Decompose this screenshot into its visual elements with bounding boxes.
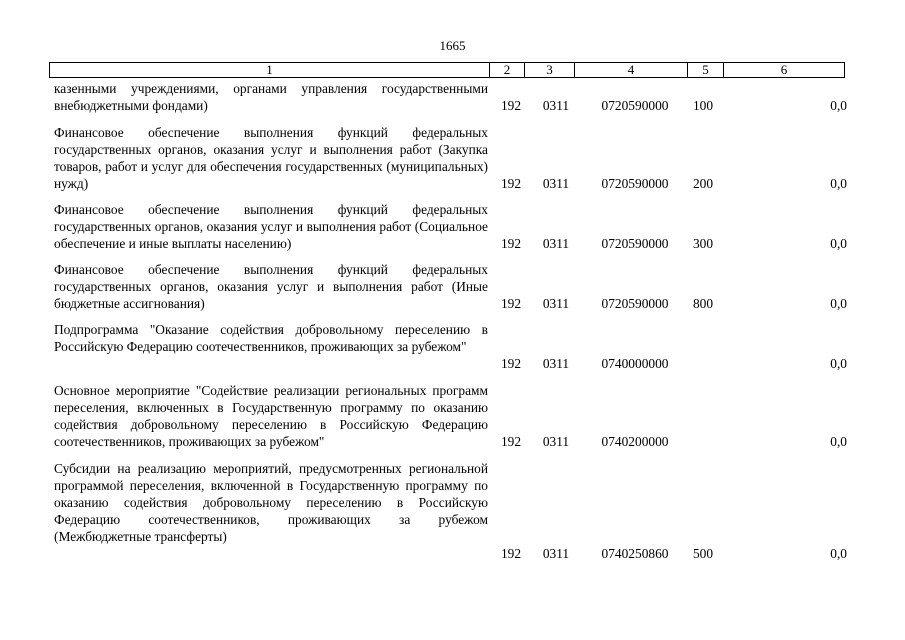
row-sum: 0,0 [830, 176, 847, 191]
row-gr: 192 [500, 356, 522, 371]
row-rz: 0311 [542, 296, 570, 311]
row-sum: 0,0 [830, 434, 847, 449]
row-sum: 0,0 [830, 356, 847, 371]
row-description: казенными учреждениями, органами управления государственными внебюджетными фондами) [54, 81, 488, 113]
row-rz: 0311 [542, 98, 570, 113]
row-cs: 0720590000 [601, 98, 669, 113]
row-cs: 0720590000 [601, 176, 669, 191]
row-cs: 0720590000 [601, 236, 669, 251]
page-number: 1665 [439, 38, 466, 53]
row-description: Финансовое обеспечение выполнения функций федеральных государственных органов, оказания услуг и выполнения работ (Закупка товаров, работ и услуг для обеспечения государственных (муниципальных) нужд) [54, 125, 488, 191]
row-vr: 800 [692, 296, 714, 311]
row-gr: 192 [500, 236, 522, 251]
row-sum: 0,0 [830, 546, 847, 561]
row-gr: 192 [500, 176, 522, 191]
row-gr: 192 [500, 434, 522, 449]
row-sum: 0,0 [830, 236, 847, 251]
row-cs: 0740250860 [601, 546, 669, 561]
row-gr: 192 [500, 98, 522, 113]
table-header [49, 62, 845, 78]
header-col-4: 4 [575, 63, 688, 77]
row-description: Субсидии на реализацию мероприятий, предусмотренных региональной программой переселения, включенной в Государственную программу по оказанию содействия добровольному переселению в Российскую Федерацию соотечественников, проживающих за рубежом (Межбюджетные трансферты) [54, 461, 488, 544]
row-rz: 0311 [542, 356, 570, 371]
row-gr: 192 [500, 296, 522, 311]
header-col-2: 2 [490, 63, 525, 77]
row-rz: 0311 [542, 236, 570, 251]
row-description: Финансовое обеспечение выполнения функций федеральных государственных органов, оказания услуг и выполнения работ (Социальное обеспечение и иные выплаты населению) [54, 202, 488, 251]
row-rz: 0311 [542, 434, 570, 449]
row-cs: 0720590000 [601, 296, 669, 311]
row-gr: 192 [500, 546, 522, 561]
row-vr: 300 [692, 236, 714, 251]
row-cs: 0740000000 [601, 356, 669, 371]
header-col-6: 6 [780, 62, 788, 77]
row-rz: 0311 [542, 176, 570, 191]
row-description: Основное мероприятие "Содействие реализации региональных программ переселения, включенных в Государственную программу по оказанию содействия добровольному переселению в Российскую Федерацию соотечественников, проживающих за рубежом" [54, 383, 488, 449]
header-col-1: 1 [50, 63, 490, 77]
row-description: Подпрограмма "Оказание содействия добровольному переселению в Российскую Федерацию соотечественников, проживающих за рубежом" [54, 322, 488, 354]
row-vr: 500 [692, 546, 714, 561]
header-col-3: 3 [525, 63, 575, 77]
row-description: Финансовое обеспечение выполнения функций федеральных государственных органов, оказания услуг и выполнения работ (Иные бюджетные ассигнования) [54, 262, 488, 311]
row-cs: 0740200000 [601, 434, 669, 449]
row-vr: 100 [692, 98, 714, 113]
header-col-5: 5 [688, 63, 724, 77]
row-rz: 0311 [542, 546, 570, 561]
row-vr: 200 [692, 176, 714, 191]
row-sum: 0,0 [830, 296, 847, 311]
row-sum: 0,0 [830, 98, 847, 113]
